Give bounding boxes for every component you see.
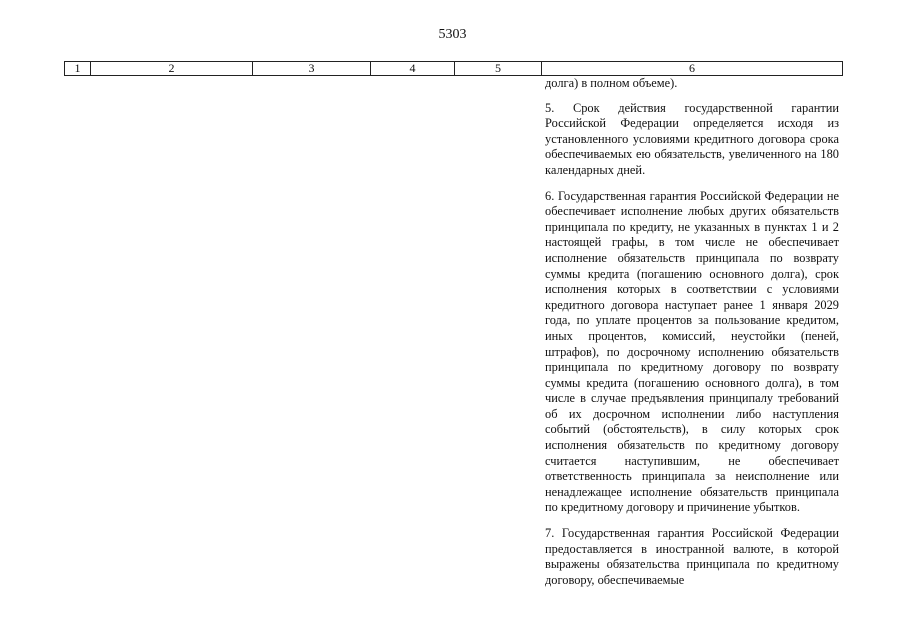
column-number-4: 4 [371, 62, 455, 76]
paragraph-item-5: 5. Срок действия государственной гарантии Российской Федерации определяется исходя из установленного условиями кредитного договора срока обеспечиваемых ею обязательств, увеличенного на 180 календарных дней. [545, 100, 839, 177]
column-6-text [545, 76, 839, 588]
table-column-header [64, 61, 843, 76]
table-header-row [65, 62, 843, 76]
column-number-6: 6 [542, 62, 843, 76]
column-number-2: 2 [91, 62, 253, 76]
column-number-5: 5 [455, 62, 542, 76]
column-number-3: 3 [253, 62, 371, 76]
column-number-1: 1 [65, 62, 91, 76]
page-number: 5303 [438, 27, 467, 42]
paragraph-item-6: 6. Государственная гарантия Российской Федерации не обеспечивает исполнение любых других обязательств принципала по кредиту, не указанных в пунктах 1 и 2 настоящей графы, в том числе не обеспечивает исполнение обязательств принципала по возврату суммы кредита (погашению основного долга), срок исполнения которых в соответствии с условиями кредитного договора наступает ранее 1 января 2029 года, по уплате процентов за пользование кредитом, иных процентов, комиссий, неустойки (пеней, штрафов), по досрочному исполнению обязательств принципала по кредитному договору по возврату суммы кредита (погашению основного долга), в том числе в случае предъявления принципалу требований об их досрочном исполнении либо наступления событий (обстоятельств), в силу которых срок исполнения обязательств по кредитному договору считается наступившим, не обеспечивает ответственность принципала за неисполнение или ненадлежащее исполнение обязательств принципала по кредитному договору и причинение убытков. [545, 188, 839, 515]
paragraph-item-7: 7. Государственная гарантия Российской Федерации предоставляется в иностранной валюте, в которой выражены обязательства принципала по кредитному договору, обеспечиваемые [545, 526, 839, 587]
continuation-text: долга) в полном объеме). [545, 76, 678, 90]
